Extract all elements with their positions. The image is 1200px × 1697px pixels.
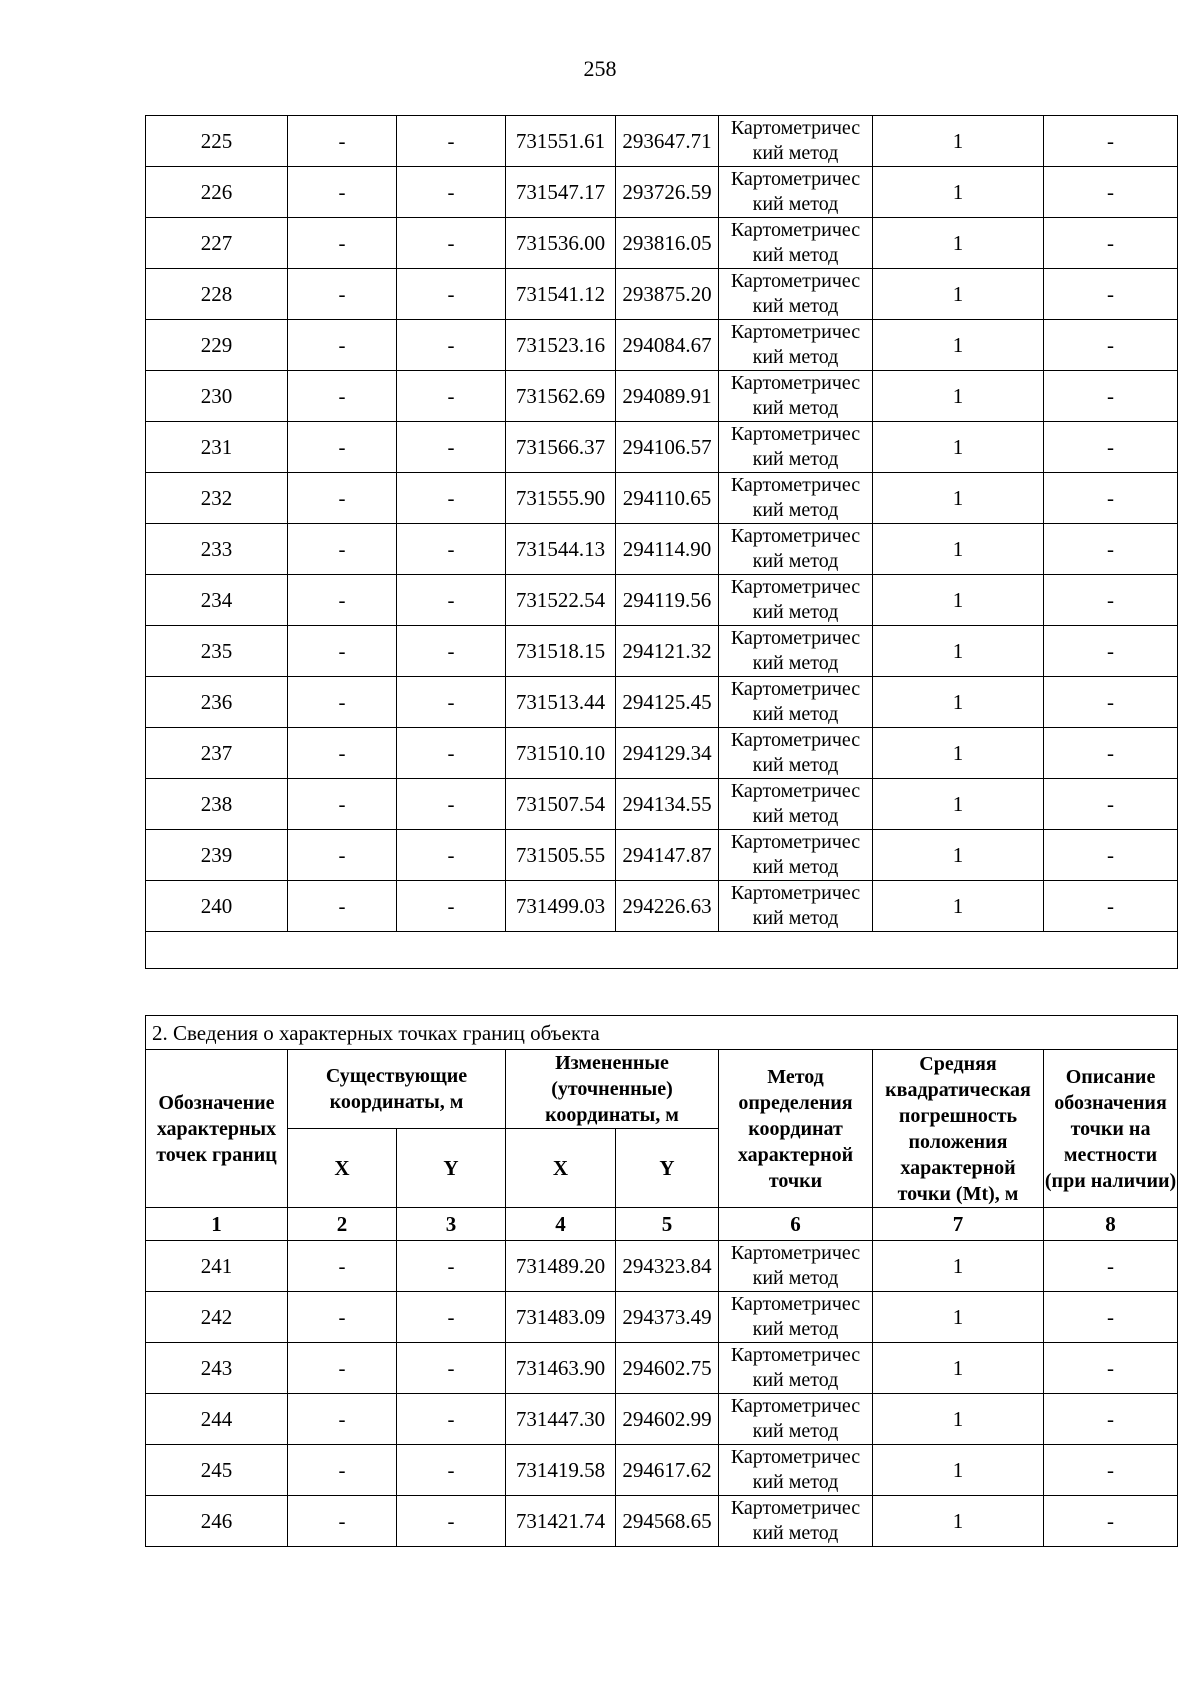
column-number: 1 <box>146 1208 288 1241</box>
description-cell: - <box>1044 422 1178 473</box>
error-cell: 1 <box>873 269 1044 320</box>
existing-x-cell: - <box>288 167 397 218</box>
error-cell: 1 <box>873 116 1044 167</box>
error-cell: 1 <box>873 371 1044 422</box>
table-row <box>146 881 1178 932</box>
changed-y-cell: 293726.59 <box>616 167 719 218</box>
changed-y-cell: 294125.45 <box>616 677 719 728</box>
method-cell: Картометричес кий метод <box>719 830 873 881</box>
table-row <box>146 626 1178 677</box>
table-row <box>146 218 1178 269</box>
description-cell: - <box>1044 116 1178 167</box>
error-cell: 1 <box>873 779 1044 830</box>
empty-row <box>146 932 1178 969</box>
changed-y-cell: 294129.34 <box>616 728 719 779</box>
table-row <box>146 1343 1178 1394</box>
table-row <box>146 473 1178 524</box>
point-id-cell: 238 <box>146 779 288 830</box>
error-cell: 1 <box>873 1241 1044 1292</box>
existing-x-cell: - <box>288 1496 397 1547</box>
description-cell: - <box>1044 218 1178 269</box>
point-id-cell: 232 <box>146 473 288 524</box>
error-cell: 1 <box>873 1343 1044 1394</box>
method-cell: Картометричес кий метод <box>719 167 873 218</box>
existing-x-cell: - <box>288 1445 397 1496</box>
method-cell: Картометричес кий метод <box>719 626 873 677</box>
method-cell: Картометричес кий метод <box>719 1445 873 1496</box>
changed-y-cell: 294134.55 <box>616 779 719 830</box>
error-cell: 1 <box>873 320 1044 371</box>
description-cell: - <box>1044 269 1178 320</box>
point-id-cell: 227 <box>146 218 288 269</box>
error-cell: 1 <box>873 524 1044 575</box>
existing-y-cell: - <box>397 779 506 830</box>
changed-y-cell: 293875.20 <box>616 269 719 320</box>
description-cell: - <box>1044 1394 1178 1445</box>
point-id-cell: 246 <box>146 1496 288 1547</box>
changed-y-cell: 294121.32 <box>616 626 719 677</box>
table-row <box>146 728 1178 779</box>
changed-x-cell: 731489.20 <box>506 1241 616 1292</box>
table-row <box>146 1496 1178 1547</box>
changed-y-cell: 294602.75 <box>616 1343 719 1394</box>
description-cell: - <box>1044 320 1178 371</box>
existing-x-cell: - <box>288 677 397 728</box>
table-row <box>146 677 1178 728</box>
point-id-cell: 240 <box>146 881 288 932</box>
header-designation: Обозначение характерных точек границ <box>146 1050 288 1208</box>
changed-x-cell: 731522.54 <box>506 575 616 626</box>
error-cell: 1 <box>873 473 1044 524</box>
point-id-cell: 229 <box>146 320 288 371</box>
point-id-cell: 225 <box>146 116 288 167</box>
point-id-cell: 235 <box>146 626 288 677</box>
description-cell: - <box>1044 626 1178 677</box>
error-cell: 1 <box>873 881 1044 932</box>
existing-y-cell: - <box>397 728 506 779</box>
changed-y-cell: 294089.91 <box>616 371 719 422</box>
existing-x-cell: - <box>288 320 397 371</box>
header-method: Метод определения координат характерной точки <box>719 1050 873 1208</box>
table-row <box>146 269 1178 320</box>
existing-x-cell: - <box>288 1292 397 1343</box>
existing-x-cell: - <box>288 473 397 524</box>
error-cell: 1 <box>873 575 1044 626</box>
point-id-cell: 233 <box>146 524 288 575</box>
table-row <box>146 1241 1178 1292</box>
changed-x-cell: 731551.61 <box>506 116 616 167</box>
changed-y-cell: 293816.05 <box>616 218 719 269</box>
existing-x-cell: - <box>288 269 397 320</box>
header-changed-coordinates: Измененные (уточненные) координаты, м <box>506 1050 719 1129</box>
method-cell: Картометричес кий метод <box>719 575 873 626</box>
existing-x-cell: - <box>288 1394 397 1445</box>
column-number: 7 <box>873 1208 1044 1241</box>
changed-y-cell: 294084.67 <box>616 320 719 371</box>
changed-x-cell: 731536.00 <box>506 218 616 269</box>
table2-body <box>146 1241 1178 1547</box>
error-cell: 1 <box>873 422 1044 473</box>
error-cell: 1 <box>873 626 1044 677</box>
error-cell: 1 <box>873 677 1044 728</box>
existing-y-cell: - <box>397 1394 506 1445</box>
table-row <box>146 320 1178 371</box>
existing-x-cell: - <box>288 830 397 881</box>
changed-x-cell: 731566.37 <box>506 422 616 473</box>
description-cell: - <box>1044 1292 1178 1343</box>
header-description: Описание обозначения точки на местности (при наличии) <box>1044 1050 1178 1208</box>
existing-x-cell: - <box>288 728 397 779</box>
description-cell: - <box>1044 167 1178 218</box>
changed-x-cell: 731447.30 <box>506 1394 616 1445</box>
changed-y-cell: 294114.90 <box>616 524 719 575</box>
existing-y-cell: - <box>397 167 506 218</box>
changed-x-cell: 731421.74 <box>506 1496 616 1547</box>
existing-x-cell: - <box>288 371 397 422</box>
header-existing-x: X <box>288 1129 397 1208</box>
point-id-cell: 243 <box>146 1343 288 1394</box>
table-row <box>146 116 1178 167</box>
point-id-cell: 237 <box>146 728 288 779</box>
method-cell: Картометричес кий метод <box>719 728 873 779</box>
point-id-cell: 236 <box>146 677 288 728</box>
existing-y-cell: - <box>397 677 506 728</box>
description-cell: - <box>1044 779 1178 830</box>
changed-y-cell: 294373.49 <box>616 1292 719 1343</box>
error-cell: 1 <box>873 167 1044 218</box>
error-cell: 1 <box>873 728 1044 779</box>
table-row <box>146 167 1178 218</box>
empty-cell <box>146 932 1178 969</box>
existing-y-cell: - <box>397 1292 506 1343</box>
method-cell: Картометричес кий метод <box>719 116 873 167</box>
point-id-cell: 245 <box>146 1445 288 1496</box>
changed-y-cell: 294119.56 <box>616 575 719 626</box>
table-row <box>146 422 1178 473</box>
point-id-cell: 231 <box>146 422 288 473</box>
changed-x-cell: 731499.03 <box>506 881 616 932</box>
changed-x-cell: 731507.54 <box>506 779 616 830</box>
boundary-points-table-continued <box>145 115 1178 969</box>
changed-y-cell: 294323.84 <box>616 1241 719 1292</box>
table-row <box>146 1292 1178 1343</box>
changed-y-cell: 294226.63 <box>616 881 719 932</box>
table-row <box>146 575 1178 626</box>
method-cell: Картометричес кий метод <box>719 422 873 473</box>
changed-x-cell: 731523.16 <box>506 320 616 371</box>
existing-y-cell: - <box>397 524 506 575</box>
point-id-cell: 234 <box>146 575 288 626</box>
description-cell: - <box>1044 1445 1178 1496</box>
description-cell: - <box>1044 881 1178 932</box>
page-number: 258 <box>583 56 617 81</box>
error-cell: 1 <box>873 1292 1044 1343</box>
error-cell: 1 <box>873 1496 1044 1547</box>
existing-y-cell: - <box>397 422 506 473</box>
existing-y-cell: - <box>397 1343 506 1394</box>
existing-y-cell: - <box>397 371 506 422</box>
description-cell: - <box>1044 473 1178 524</box>
column-number: 2 <box>288 1208 397 1241</box>
description-cell: - <box>1044 677 1178 728</box>
method-cell: Картометричес кий метод <box>719 1496 873 1547</box>
column-number: 6 <box>719 1208 873 1241</box>
method-cell: Картометричес кий метод <box>719 269 873 320</box>
error-cell: 1 <box>873 1445 1044 1496</box>
changed-x-cell: 731547.17 <box>506 167 616 218</box>
changed-x-cell: 731505.55 <box>506 830 616 881</box>
point-id-cell: 244 <box>146 1394 288 1445</box>
changed-x-cell: 731555.90 <box>506 473 616 524</box>
changed-x-cell: 731419.58 <box>506 1445 616 1496</box>
changed-x-cell: 731510.10 <box>506 728 616 779</box>
existing-y-cell: - <box>397 218 506 269</box>
header-changed-y: Y <box>616 1129 719 1208</box>
method-cell: Картометричес кий метод <box>719 1343 873 1394</box>
changed-y-cell: 294568.65 <box>616 1496 719 1547</box>
method-cell: Картометричес кий метод <box>719 218 873 269</box>
method-cell: Картометричес кий метод <box>719 473 873 524</box>
method-cell: Картометричес кий метод <box>719 1394 873 1445</box>
changed-x-cell: 731544.13 <box>506 524 616 575</box>
existing-y-cell: - <box>397 269 506 320</box>
point-id-cell: 230 <box>146 371 288 422</box>
existing-x-cell: - <box>288 422 397 473</box>
method-cell: Картометричес кий метод <box>719 677 873 728</box>
description-cell: - <box>1044 1496 1178 1547</box>
table-row <box>146 524 1178 575</box>
existing-y-cell: - <box>397 1445 506 1496</box>
existing-y-cell: - <box>397 575 506 626</box>
existing-y-cell: - <box>397 830 506 881</box>
existing-x-cell: - <box>288 1241 397 1292</box>
column-number: 8 <box>1044 1208 1178 1241</box>
method-cell: Картометричес кий метод <box>719 779 873 830</box>
existing-y-cell: - <box>397 881 506 932</box>
table-row <box>146 1445 1178 1496</box>
column-number: 4 <box>506 1208 616 1241</box>
point-id-cell: 226 <box>146 167 288 218</box>
existing-x-cell: - <box>288 524 397 575</box>
changed-y-cell: 294110.65 <box>616 473 719 524</box>
point-id-cell: 239 <box>146 830 288 881</box>
header-changed-x: X <box>506 1129 616 1208</box>
error-cell: 1 <box>873 1394 1044 1445</box>
changed-y-cell: 294602.99 <box>616 1394 719 1445</box>
header-error: Средняя квадратическая погрешность положения характерной точки (Mt), м <box>873 1050 1044 1208</box>
table1-body <box>146 116 1178 969</box>
description-cell: - <box>1044 1241 1178 1292</box>
point-id-cell: 242 <box>146 1292 288 1343</box>
changed-x-cell: 731483.09 <box>506 1292 616 1343</box>
error-cell: 1 <box>873 218 1044 269</box>
existing-y-cell: - <box>397 1496 506 1547</box>
changed-x-cell: 731513.44 <box>506 677 616 728</box>
table-row <box>146 830 1178 881</box>
changed-y-cell: 293647.71 <box>616 116 719 167</box>
changed-x-cell: 731562.69 <box>506 371 616 422</box>
point-id-cell: 241 <box>146 1241 288 1292</box>
changed-y-cell: 294106.57 <box>616 422 719 473</box>
existing-x-cell: - <box>288 218 397 269</box>
method-cell: Картометричес кий метод <box>719 1241 873 1292</box>
table-row <box>146 779 1178 830</box>
changed-y-cell: 294617.62 <box>616 1445 719 1496</box>
method-cell: Картометричес кий метод <box>719 320 873 371</box>
error-cell: 1 <box>873 830 1044 881</box>
existing-y-cell: - <box>397 473 506 524</box>
existing-x-cell: - <box>288 575 397 626</box>
description-cell: - <box>1044 728 1178 779</box>
existing-x-cell: - <box>288 626 397 677</box>
method-cell: Картометричес кий метод <box>719 371 873 422</box>
method-cell: Картометричес кий метод <box>719 1292 873 1343</box>
column-number: 5 <box>616 1208 719 1241</box>
changed-y-cell: 294147.87 <box>616 830 719 881</box>
existing-x-cell: - <box>288 116 397 167</box>
description-cell: - <box>1044 524 1178 575</box>
description-cell: - <box>1044 371 1178 422</box>
existing-y-cell: - <box>397 1241 506 1292</box>
method-cell: Картометричес кий метод <box>719 524 873 575</box>
boundary-points-table <box>145 1015 1178 1547</box>
changed-x-cell: 731463.90 <box>506 1343 616 1394</box>
existing-y-cell: - <box>397 626 506 677</box>
table-row <box>146 371 1178 422</box>
description-cell: - <box>1044 575 1178 626</box>
changed-x-cell: 731518.15 <box>506 626 616 677</box>
changed-x-cell: 731541.12 <box>506 269 616 320</box>
point-id-cell: 228 <box>146 269 288 320</box>
header-existing-coordinates: Существующие координаты, м <box>288 1050 506 1129</box>
section-title: 2. Сведения о характерных точках границ объекта <box>146 1016 1178 1050</box>
existing-y-cell: - <box>397 320 506 371</box>
column-number: 3 <box>397 1208 506 1241</box>
existing-x-cell: - <box>288 779 397 830</box>
table-row <box>146 1394 1178 1445</box>
existing-x-cell: - <box>288 1343 397 1394</box>
description-cell: - <box>1044 1343 1178 1394</box>
existing-y-cell: - <box>397 116 506 167</box>
existing-x-cell: - <box>288 881 397 932</box>
description-cell: - <box>1044 830 1178 881</box>
header-existing-y: Y <box>397 1129 506 1208</box>
method-cell: Картометричес кий метод <box>719 881 873 932</box>
